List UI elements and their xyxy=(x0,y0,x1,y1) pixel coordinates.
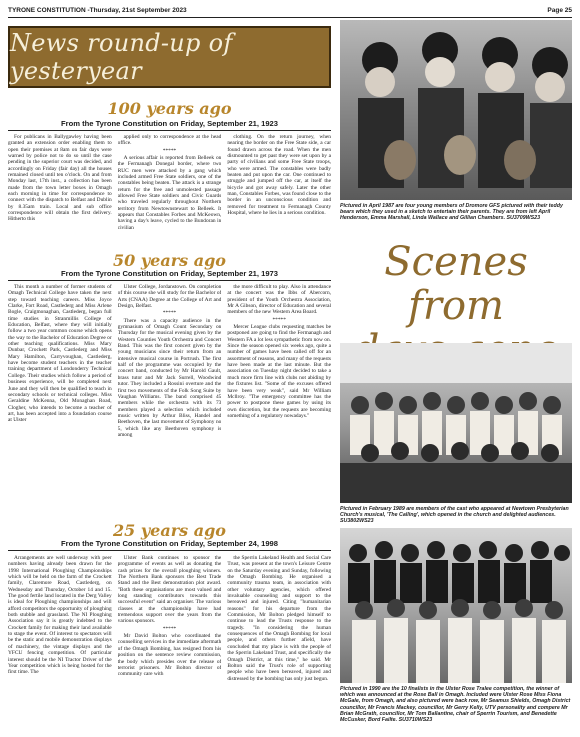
article-column xyxy=(227,555,331,731)
article-column xyxy=(227,284,331,517)
paragraph: Mr David Bolton who coordinated the counselling services in the immediate aftermath of the Omagh Bombing, has resigned from his position on the sentence review commission, the body which presides over the release of terrorist prisoners. Mr Bolton director of community care with xyxy=(117,633,222,678)
separator-stars: ***** xyxy=(162,147,177,154)
section-years-50: 50 years ago xyxy=(113,251,226,270)
paragraph: This month a number of former students of Omagh Technical College have taken the next step toward teaching careers. Miss Joyce Clarke, Fort Road, Castlederg and Miss Arlene Bogle, Craigmonaghan, Castlederg, began full time studies in Stranmillis College of Education, Belfast, where they will initially follow a two year common course which opens the way to the Bachelor of Education Degree or other teaching qualifications. Miss Mary Dunbar, Crockett Park, Castlederg and Miss Mary Hamilton, Carryvoughan, Castlederg, have become student teachers in the teacher training department of Londonderry Technical College. Their studies which follow a period of business experience, will be completed next June and they will then be qualified to teach in secondary schools or technical colleges. Miss Geraldine McKenna, Old Monaghan Road, Clogher, who intends to become a teacher of art, has been accepted into a foundation course at Ulster xyxy=(8,284,112,424)
paragraph: A serious affair is reported from Belleek on the Fermanagh Donegal border, where two RUC men were attacked by a gang which included armed Free State soldiers, one of the constables being beaten. The attack is a strange return for the free and unmolested passage allowed Free State soldiers and Civic Guards who traveled regularly throughout Northern territory from Newtownstewart to Belleek. It appears that Constables Forbes and McKeown, having a day's leave, cycled to the Bundoran in civilian xyxy=(117,155,222,231)
section-years-100: 100 years ago xyxy=(107,99,232,118)
separator-stars: ***** xyxy=(272,316,286,323)
paragraph: Mercer League clubs requesting matches be postponed are going to find the Fermanagh and Western FA a lot less sympathetic from now on. Since the season opened six weeks ago, quite a number of games have been called off for an assortment of reasons, and many of the requests have been made at the last minute. But the association on Tuesday night decided to take a much more firm line with clubs not abiding by the fixtures list. "Some of the excuses offered have been very weak", said Mr William Mcllroy. "The emergency committee has the power to postpone these games by using its own discretion, but the requests are becoming something of a regulatory nowadays." xyxy=(227,324,332,419)
section-body-50 xyxy=(8,284,331,517)
paragraph: applied only to correspondence at the head office. xyxy=(117,134,222,147)
paragraph: Arrangements are well underway with peer numbers having already been drawn for the 1998 International Ploughing Championships which will be held on the farm of the Crockett family, Claremore Road, Castlederg, on Wednesday and Thursday, October 14 and 15. The good fertile land located in the Derg Valley is ideal for Ploughing championships and will afford competitors the opportunity of ploughing both stubble and grassland. The NI Ploughing Association say it is greatly indebted to the Crockett family for making their land available to stage the event. Of interest to spectators will be the static and mobile demonstration displays of machinery, the vintage displays and the YFCU fencing competition. Of particular interest should be the NI Tractor Driver of the Year competition which is being hosted for the first time. The xyxy=(8,555,112,676)
section-from-50: From the Tyrone Constitution on Friday, September 21, 1973 xyxy=(60,269,279,278)
article-column xyxy=(8,284,112,517)
paragraph: Ulster Bank continues to sponsor the programme of events as well as donating the cash prizes for the overall ploughing winners. The Northern Bank sponsors the Best Trade Stand and the Best demonstration plot award. "Both these organisations are most valued and long standing contributors towards this successful event" said an organiser. The various classes at the championship have had tremendous support over the years from the various sponsors. xyxy=(117,555,222,625)
banner-title: News round-up of yesteryear xyxy=(10,29,233,85)
separator-stars: ***** xyxy=(162,625,177,632)
photo-the-calling-cast xyxy=(340,343,572,503)
paragraph: For publicans in Ballygawley having been granted an extension order enabling them to open their premises at 8am on fair days were warned by police not to do so until the case pending in the superior court was decided, and accordingly on Friday (fair day) all the houses remained closed until ten o'clock. On and from Monday last, 17th inst., a collection has been made from the town letter boxes in Omagh each morning in time for correspondence to connect with the dispatch to Belfast and Dublin by 8.35am train. Local and sub office correspondence will obtain the first delivery. Hitherto this xyxy=(8,134,112,223)
section-body-100 xyxy=(8,134,331,256)
article-column xyxy=(118,284,222,517)
section-divider xyxy=(8,550,331,551)
section-body-25 xyxy=(8,555,331,731)
page-number: Page 25 xyxy=(547,6,572,14)
section-divider xyxy=(8,280,331,281)
photo-gfs-teddy-bears xyxy=(340,20,572,200)
masthead-title: TYRONE CONSTITUTION -Thursday, 21st September 2023 xyxy=(8,6,187,14)
section-from-25: From the Tyrone Constitution on Friday, September 24, 1998 xyxy=(60,539,279,548)
caption-the-calling: Pictured in February 1989 are members of the cast who appeared at Newtown Presbyterian Church's musical, 'The Calling', which opened in the church and delighted audiences. SU3802WS23 xyxy=(340,506,569,525)
paragraph: Ulster College, Jordanstown. On completion of this course she will study for the Bachelor of Arts (CNAA) Degree at the College of Art and Design, Belfast. xyxy=(117,284,222,310)
paragraph: the Sperrin Lakeland Health and Social Care Trust, was present at the town's Leisure Centre on the Saturday evening and Sunday, following the Omagh Bombing. He organised a community trauma team, in association with other voluntary agencies, which offered invaluable counseling and support to the bereaved and injured. Citing "humanitarian reasons" for his departure from the Commission, Mr Bolton pledged himself to continue to lead the Trusts response to the tragedy. "In considering the human consequences of the Omagh Bombing for local people, and others further afield, have concluded that my place is with the people of the Sperrin Lakeland Trust, and specifically the Omagh District, at this time," he said. Mr Bolton said the Trust's role of supporting people who have been bereaved, injured and distressed by the bombing has only just begun. xyxy=(227,555,332,682)
section-years-25: 25 years ago xyxy=(113,521,226,540)
article-column xyxy=(118,555,222,731)
article-column xyxy=(118,134,222,256)
photo-finalists-figures xyxy=(340,528,572,683)
caption-ulster-rose: Pictured in 1990 are the 10 finalists in the Ulster Rose Tralee competition, the winner of which was announced at the Rose Ball in Omagh. Included were Ulster Rose Miss Fiona McGale, from Omagh, and also pictured were back row, Mr Seamus Shields, Omagh District councillor, Mr Francis Mackey, councillor, Mr Gerry Kelly, UTV personality and compere Mr Brian McGrath, councillor, Mr Tom Ballantine, chair of Sperrin Tourism, and Benedette McCusker, Bord Failte. SU3710WS23 xyxy=(340,686,571,724)
paragraph: There was a capacity audience in the gymnasium of Omagh Count Secondary on Thursday for the musical evening given by the Western Counties Youth Orchestra and Concert Band. This was the first concert given by the young musicians since their return from an intensive musical course in Portrush. The first half of the programme was occupied by the concert band, conducted by Mr Harold Gault, brass tutor and Mr Jack Surrell, Woodwind tutor. They included a Rossini overture and the first two movements of the Folk Song Suite by Vaughan Williams. The band comprised 45 members while the orchestra with its 73 members played a selection which included music written by Arthur Bliss, Handel and Beethoven, the last movement of Symphony no 5, which like any Beethoven symphony is among xyxy=(117,317,222,438)
photo-cast-figures xyxy=(340,343,572,503)
photo-ulster-rose-finalists xyxy=(340,528,572,683)
caption-gfs: Pictured in April 1987 are four young members of Dromore GFS pictured with their teddy bears which they used in a sketch to entertain their parents. They are from left April Henderson, Emma Marshall, Linda Wallace and Gillian Chambers. SU3709WS23 xyxy=(340,203,563,222)
photo-gfs-figures xyxy=(340,20,572,200)
masthead xyxy=(8,3,572,18)
paragraph: clothing. On the return journey, when nearing the border on the Free State side, a car found drawn across the road. When the men dismounted to get past they were set upon by a party of civilians and some Free State troops, who were armed. The constables were badly beaten and put upon the car. One continued to struggle and jumped off the car, at itself the bicycle and got away safely. Later the other man, Constables Forbes, was found close to the border in an unconscious condition and removed for treatment to Fermanagh County Hospital, where he lies in a serious condition. xyxy=(227,134,332,217)
article-column xyxy=(8,555,112,731)
section-from-100: From the Tyrone Constitution on Friday, September 21, 1923 xyxy=(60,119,279,128)
paragraph: the more difficult to play. Also in attendance at the concert was the Ibbs of Abercorn, president of the Youth Orchestra Association, Mr A Gibson, director of Education and several members of the new Western Area Board. xyxy=(227,284,332,316)
section-divider xyxy=(8,130,331,131)
separator-stars: ***** xyxy=(162,310,177,317)
scenes-line-1: Scenes from xyxy=(384,239,528,329)
article-column xyxy=(227,134,331,256)
section-banner xyxy=(8,26,331,88)
article-column xyxy=(8,134,112,256)
